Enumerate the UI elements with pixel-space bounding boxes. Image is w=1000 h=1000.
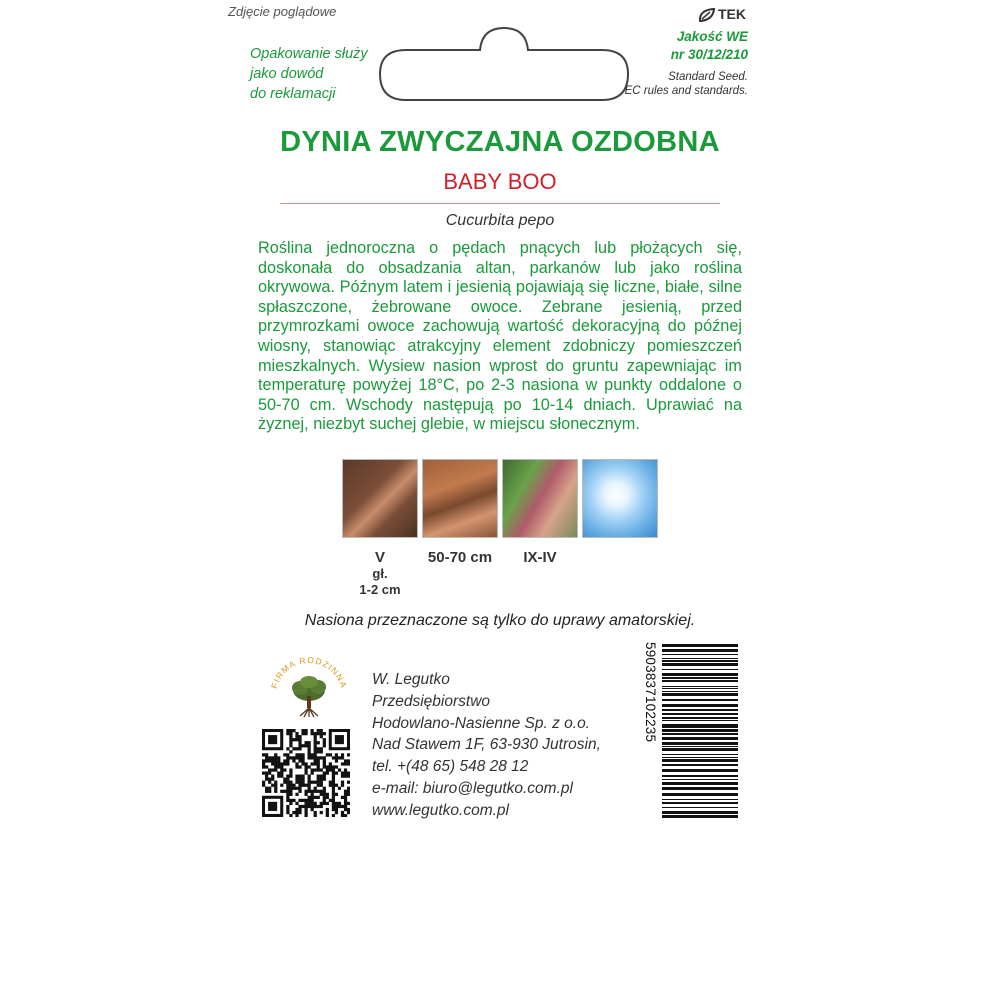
address-line: W. Legutko <box>372 671 450 688</box>
address-line: Przedsiębiorstwo <box>372 692 491 710</box>
complaint-note <box>250 44 390 104</box>
tek-certification <box>698 6 746 22</box>
quality-info <box>600 28 748 64</box>
barcode-digits: 5903837102235 <box>643 642 658 743</box>
company-address <box>372 669 601 822</box>
preview-note: Zdjęcie poglądowe <box>228 4 337 19</box>
standard-line: Standard Seed. <box>668 71 748 83</box>
sowing-month: V <box>374 549 385 566</box>
sunlight-photo <box>582 459 658 538</box>
hanger-hole-outline <box>378 24 630 102</box>
logo-text: FIRMA RODZINNA <box>268 654 350 690</box>
complaint-note-line: jako dowód <box>250 66 324 82</box>
standard-info <box>600 70 748 98</box>
ean-barcode <box>642 640 740 820</box>
spacing-label: 50-70 cm <box>427 549 493 566</box>
quality-line: nr 30/12/210 <box>670 47 748 62</box>
product-variety: BABY BOO <box>443 169 557 194</box>
standard-line: EC rules and standards. <box>624 85 748 97</box>
qr-code[interactable] <box>262 729 350 817</box>
phone-line: tel. +(48 65) 548 28 12 <box>372 758 529 776</box>
address-line: Hodowlano-Nasienne Sp. z o.o. <box>372 714 590 732</box>
tree-icon <box>292 676 326 717</box>
family-company-logo <box>268 650 350 720</box>
quality-line: Jakość WE <box>676 29 748 44</box>
website-link[interactable]: www.legutko.com.pl <box>372 801 509 819</box>
complaint-note-line: Opakowanie służy <box>250 46 368 62</box>
harvest-photo <box>502 459 578 538</box>
product-title: DYNIA ZWYCZAJNA OZDOBNA <box>280 126 720 158</box>
depth-value: 1-2 cm <box>359 582 401 597</box>
spacing-photo <box>422 459 498 538</box>
harvest-label: IX-IV <box>523 549 557 566</box>
email-link[interactable]: e-mail: biuro@legutko.com.pl <box>372 779 573 797</box>
certifier-name: TEK <box>718 6 746 22</box>
complaint-note-line: do reklamacji <box>250 86 336 102</box>
title-divider <box>280 203 720 204</box>
latin-name: Cucurbita pepo <box>445 212 555 229</box>
amateur-notice: Nasiona przeznaczone są tylko do uprawy amatorskiej. <box>304 612 696 629</box>
sowing-label <box>342 549 418 598</box>
leaf-icon <box>698 8 716 22</box>
product-description: Roślina jednoroczna o pędach pnących lub płożących się, doskonała do obsadzania altan, parkanów lub jako roślina okrywowa. Późnym latem i jesienią pojawiają się liczne, białe, silne spłaszczone, żebrowane owoce. Zebrane jesienią, przed przymrozkami owoce zachowują wartość dekoracyjną do późnej wiosny, stanowiąc atrakcyjny element zdobniczy pomieszczeń mieszkalnych. Wysiew nasion wprost do gruntu zapewniając im temperaturę powyżej 18°C, po 2-3 nasiona w punkty oddalone o 50-70 cm. Wschody następują po 10-14 dniach. Uprawiać na żyznej, niezbyt suchej glebie, w miejscu słonecznym. <box>258 239 742 434</box>
address-line: Nad Stawem 1F, 63-930 Jutrosin, <box>372 736 601 754</box>
depth-label: gł. <box>372 566 388 581</box>
sowing-photo <box>342 459 418 538</box>
